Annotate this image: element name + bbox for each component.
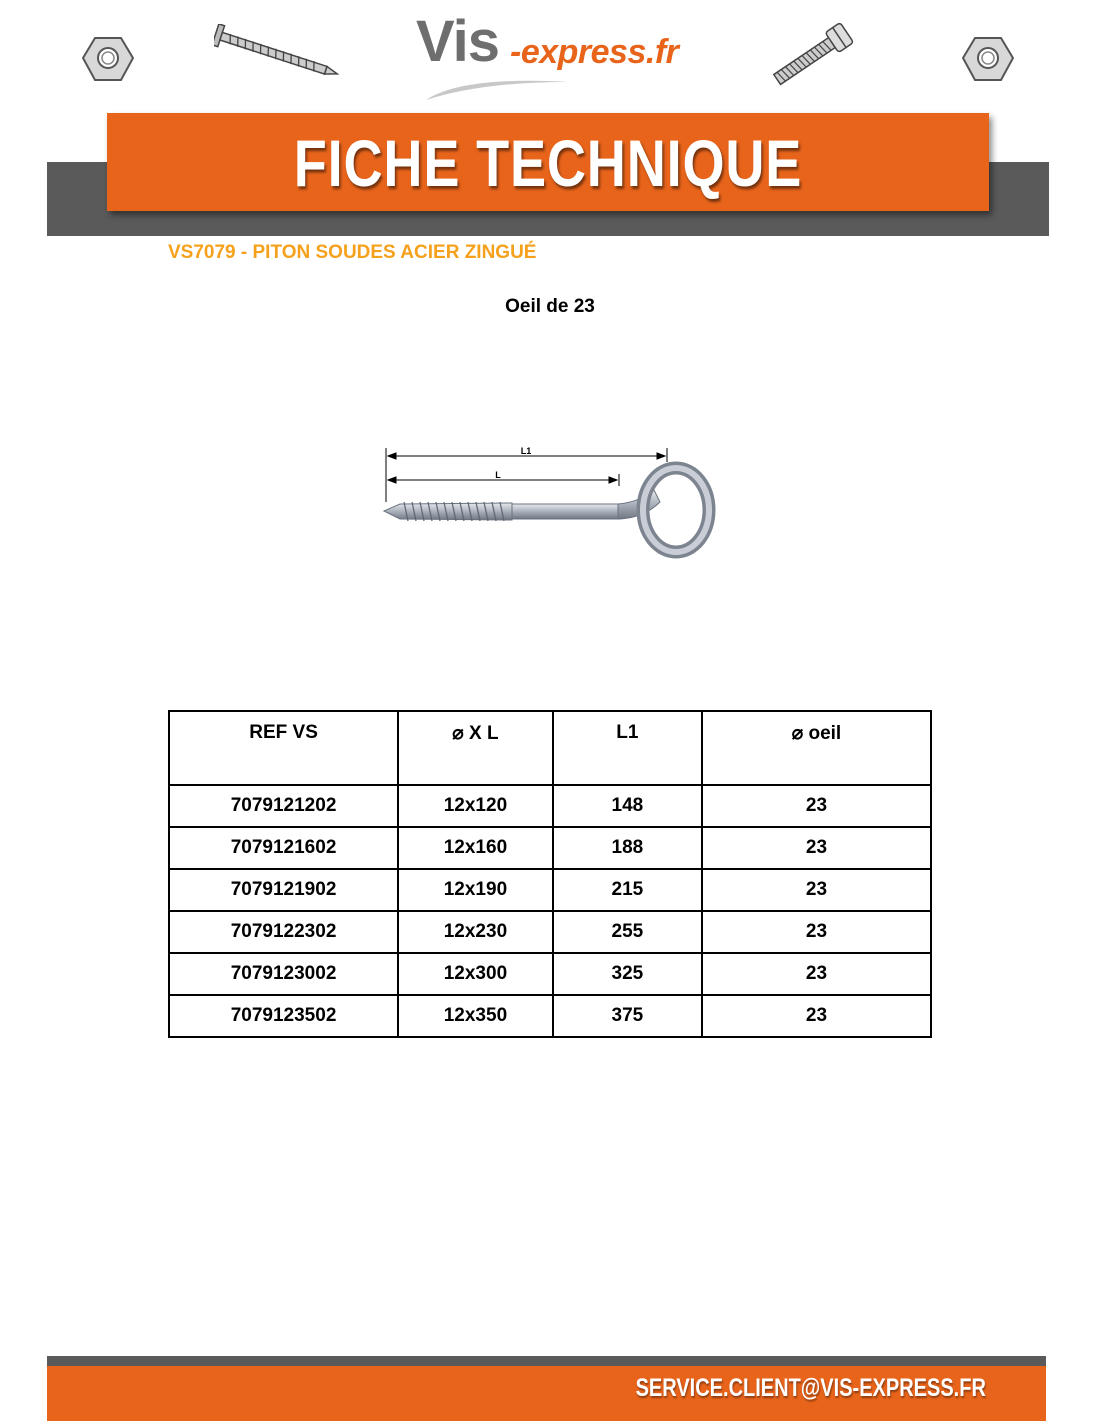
- dimension-label-l: L: [495, 470, 501, 480]
- table-row: [169, 827, 931, 869]
- cell-l1: 325: [553, 953, 702, 995]
- banner-title: FICHE TECHNIQUE: [293, 126, 803, 200]
- cell-eye-diameter: 23: [702, 827, 931, 869]
- column-header-diameter-length: ⌀ X L: [398, 711, 553, 785]
- banner: [107, 113, 989, 211]
- eye-bolt-diagram: [378, 440, 723, 565]
- column-header-ref: REF VS: [169, 711, 398, 785]
- brand-logo-extension: -express.fr: [510, 33, 679, 71]
- hex-nut-icon: [82, 36, 134, 82]
- cell-ref: 7079121902: [169, 869, 398, 911]
- cell-l1: 148: [553, 785, 702, 827]
- cell-ref: 7079121202: [169, 785, 398, 827]
- table-header-row: [169, 711, 931, 785]
- cell-eye-diameter: 23: [702, 953, 931, 995]
- column-header-l1: L1: [553, 711, 702, 785]
- footer-email: SERVICE.CLIENT@VIS-EXPRESS.FR: [635, 1374, 986, 1402]
- cell-diameter-length: 12x300: [398, 953, 553, 995]
- product-title: VS7079 - PITON SOUDES ACIER ZINGUÉ: [168, 242, 537, 263]
- cell-eye-diameter: 23: [702, 995, 931, 1037]
- footer-stripe: [47, 1356, 1046, 1366]
- cell-eye-diameter: 23: [702, 911, 931, 953]
- cell-l1: 375: [553, 995, 702, 1037]
- cell-diameter-length: 12x160: [398, 827, 553, 869]
- brand-logo: [416, 10, 696, 102]
- cell-l1: 255: [553, 911, 702, 953]
- machine-screw-icon: [762, 22, 862, 90]
- cell-eye-diameter: 23: [702, 869, 931, 911]
- cell-diameter-length: 12x350: [398, 995, 553, 1037]
- cell-ref: 7079122302: [169, 911, 398, 953]
- logo-swoosh-icon: [422, 74, 572, 104]
- column-header-eye-diameter: ⌀ oeil: [702, 711, 931, 785]
- cell-ref: 7079121602: [169, 827, 398, 869]
- table-row: [169, 953, 931, 995]
- cell-diameter-length: 12x230: [398, 911, 553, 953]
- footer: [47, 1366, 1046, 1421]
- cell-diameter-length: 12x190: [398, 869, 553, 911]
- brand-logo-name: Vis: [416, 9, 500, 74]
- table-row: [169, 911, 931, 953]
- cell-eye-diameter: 23: [702, 785, 931, 827]
- cell-diameter-length: 12x120: [398, 785, 553, 827]
- hex-nut-icon: [962, 36, 1014, 82]
- table-row: [169, 995, 931, 1037]
- dimension-label-l1: L1: [520, 446, 532, 456]
- cell-l1: 188: [553, 827, 702, 869]
- spec-table: [168, 710, 932, 1038]
- table-row: [169, 869, 931, 911]
- cell-ref: 7079123502: [169, 995, 398, 1037]
- product-subtitle: Oeil de 23: [505, 296, 595, 317]
- cell-l1: 215: [553, 869, 702, 911]
- wood-screw-icon: [214, 24, 349, 79]
- table-row: [169, 785, 931, 827]
- cell-ref: 7079123002: [169, 953, 398, 995]
